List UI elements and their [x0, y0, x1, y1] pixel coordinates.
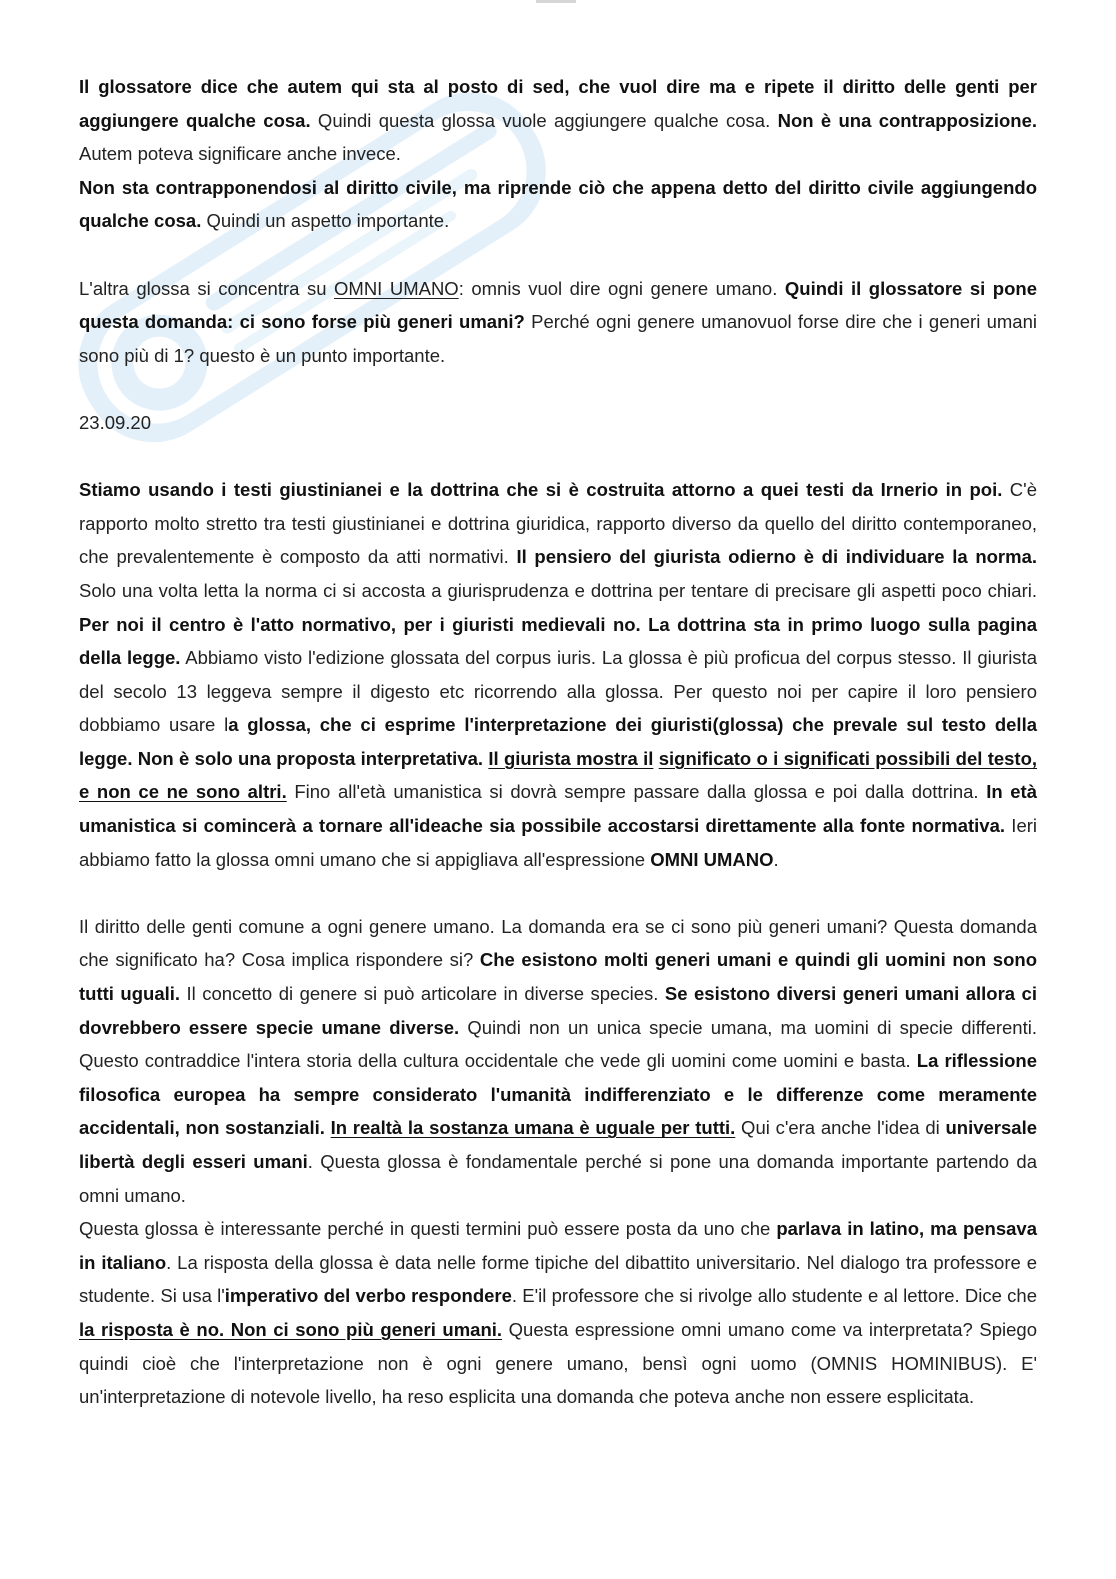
paragraph-1 [79, 70, 1037, 171]
text-run: Il glossatore dice che autem qui sta al posto di sed, che vuol dire ma e ripete il diritto delle genti per aggiungere qualche cosa. [79, 76, 1037, 131]
text-run: Stiamo usando i testi giustinianei e la dottrina che si è costruita attorno a quei testi da Irnerio in poi. [79, 479, 1003, 501]
page-header-mark [536, 0, 576, 3]
text-run: In età umanistica si comincerà a tornare all'ideache sia possibile accostarsi direttamente alla fonte normativa. [79, 781, 1037, 837]
paragraph-5 [79, 910, 1037, 1212]
text-run: Perché ogni genere umanovuol forse dire che i generi umani sono più di 1? questo è un punto importante. [79, 311, 1037, 366]
text-run: Fino all'età umanistica si dovrà sempre passare dalla glossa e poi dalla dottrina. [286, 781, 987, 803]
text-run: Questa glossa è interessante perché in questi termini può essere posta da uno che [79, 1218, 777, 1240]
text-run: OMNI UMANO [334, 277, 459, 299]
text-run: Quindi non un unica specie umana, ma uomini di specie differenti. Questo contraddice l'intera storia della cultura occidentale che vede gli uomini come uomini e basta. [79, 1016, 1037, 1072]
text-run: In realtà la sostanza umana è uguale per tutti. [330, 1117, 736, 1139]
text-run: Solo una volta letta la norma ci si accosta a giurisprudenza e dottrina per tentare di precisare gli aspetti poco chiari. [79, 579, 1037, 601]
text-run: a glossa, che ci esprime l'interpretazione dei giuristi(glossa) che prevale sul testo della legge. Non è solo una proposta interpretativa. [79, 714, 1037, 769]
text-run: significato o i significati possibili del testo, e non ce ne sono altri. [79, 747, 1038, 803]
text-run: Non sta contrapponendosi al diritto civile, ma riprende ciò che appena detto del diritto civile aggiungendo qualche cosa. [79, 176, 1037, 232]
text-run: la risposta è no. Non ci sono più generi umani. [79, 1318, 503, 1340]
text-run: La riflessione filosofica europea ha sempre considerato l'umanità indifferenziato e le differenze come meramente accidentali, non sostanziali. [79, 1050, 1038, 1139]
text-run: Non è una contrapposizione. [777, 109, 1037, 131]
text-run: OMNI UMANO [650, 848, 774, 870]
text-run: Il concetto di genere si può articolare in diverse species. [180, 983, 665, 1005]
paragraph-6 [79, 1212, 1037, 1414]
text-run: universale libertà degli esseri umani [79, 1117, 1037, 1172]
text-run: Per noi il centro è l'atto normativo, per i giuristi medievali no. La dottrina sta in primo luogo sulla pagina della legge. [79, 613, 1037, 669]
text-run: imperativo del verbo respondere [224, 1285, 512, 1307]
paragraph-2 [79, 171, 1037, 238]
text-run: Se esistono diversi generi umani allora ci dovrebbero essere specie umane diverse. [79, 983, 1037, 1038]
text-run: Autem poteva significare anche invece. [79, 143, 401, 165]
text-run: . [773, 848, 779, 870]
text-run: Questa espressione omni umano come va interpretata? Spiego quindi cioè che l'interpretazione non è ogni genere umano, bensì ogni uomo (OMNIS HOMINIBUS). E' un'interpretazione di notevole livello, ha reso esplicita una domanda che poteva anche non essere esplicitata. [79, 1318, 1037, 1408]
paragraph-4 [79, 473, 1037, 876]
text-run: . La risposta della glossa è data nelle forme tipiche del dibattito universitario. Nel dialogo tra professore e studente. Si usa l' [79, 1251, 1037, 1307]
text-run: L'altra glossa si concentra su [79, 277, 335, 299]
text-run: Ieri abbiamo fatto la glossa omni umano che si appigliava all'espressione [79, 815, 1037, 870]
text-run: C'è rapporto molto stretto tra testi giustinianei e dottrina giuridica, rapporto diverso da quello del diritto contemporaneo, che prevalentemente è composto da atti normativi. [79, 479, 1037, 568]
text-run: . E'il professore che si rivolge allo studente e al lettore. Dice che [511, 1285, 1038, 1307]
text-run: Il giurista mostra il [488, 747, 654, 769]
text-run: Il diritto delle genti comune a ogni genere umano. La domanda era se ci sono più generi umani? Questa domanda che significato ha? Cosa implica rispondere si? [79, 915, 1037, 971]
text-run: : omnis vuol dire ogni genere umano. [458, 277, 785, 299]
paragraph-3 [79, 272, 1037, 373]
text-run: Quindi il glossatore si pone questa domanda: ci sono forse più generi umani? [79, 277, 1037, 333]
text-run: Che esistono molti generi umani e quindi gli uomini non sono tutti uguali. [79, 949, 1037, 1005]
text-run: parlava in latino, ma pensava in italiano [79, 1218, 1037, 1273]
text-run: Qui c'era anche l'idea di [735, 1117, 946, 1139]
text-run: . Questa glossa è fondamentale perché si pone una domanda importante partendo da omni umano. [79, 1151, 1037, 1206]
date-heading: 23.09.20 [79, 411, 152, 433]
text-run: Quindi un aspetto importante. [201, 210, 450, 232]
document-page [79, 70, 1037, 1414]
text-run: Quindi questa glossa vuole aggiungere qualche cosa. [310, 109, 778, 131]
text-run: Abbiamo visto l'edizione glossata del corpus iuris. La glossa è più proficua del corpus stesso. Il giurista del secolo 13 leggeva sempre il digesto etc ricorrendo alla glossa. Per questo noi per capire il loro pensiero dobbiamo usare l [79, 647, 1037, 736]
text-run: Il pensiero del giurista odierno è di individuare la norma. [516, 546, 1037, 568]
